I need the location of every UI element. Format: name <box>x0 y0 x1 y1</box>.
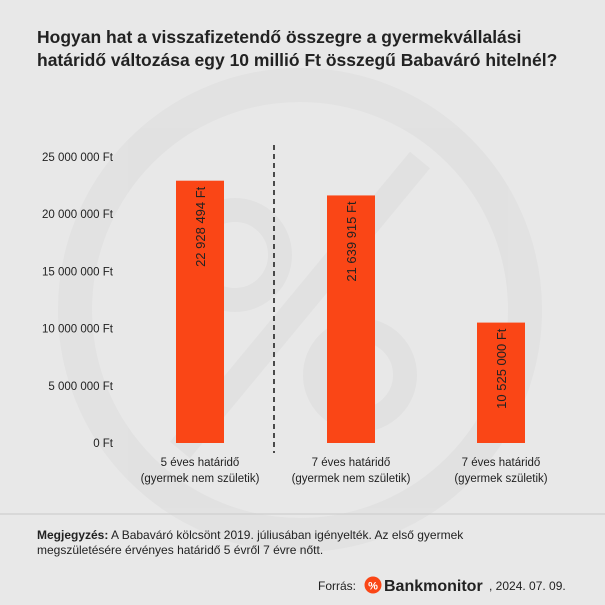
watermark-percent-logo <box>75 85 525 535</box>
y-tick-label: 25 000 000 Ft <box>42 152 113 164</box>
category-label: 7 éves határidő <box>311 457 391 469</box>
source-brand: Bankmonitor <box>384 578 483 595</box>
source-prefix: Forrás: <box>318 579 357 593</box>
note-line-1 <box>37 528 464 542</box>
category-label: (gyermek születik) <box>454 473 548 485</box>
bar-data-label: 21 639 915 Ft <box>344 201 359 282</box>
category-label: (gyermek nem születik) <box>140 473 260 485</box>
y-tick-label: 5 000 000 Ft <box>48 380 113 393</box>
x-axis-categories <box>141 457 548 485</box>
y-tick-label: 20 000 000 Ft <box>42 209 113 222</box>
source-line <box>318 577 566 596</box>
note-line-2: megszületésére érvényes határidő 5 évről 7 évre nőtt. <box>37 543 324 557</box>
category-label: 7 éves határidő <box>461 457 541 469</box>
y-tick-label: 10 000 000 Ft <box>42 323 113 336</box>
bar-data-label: 10 525 000 Ft <box>494 328 509 409</box>
bar-data-label: 22 928 494 Ft <box>193 186 208 267</box>
source-date: , 2024. 07. 09. <box>489 579 566 593</box>
svg-text:%: % <box>368 580 378 593</box>
category-label: 5 éves határidő <box>160 457 240 469</box>
chart-title-line-2: határidő változása egy 10 millió Ft összegű Babaváró hitelnél? <box>37 50 558 70</box>
y-tick-label: 0 Ft <box>93 438 113 450</box>
category-label: (gyermek nem születik) <box>291 473 411 485</box>
chart-title-line-1: Hogyan hat a visszafizetendő összegre a gyermekvállalási <box>37 27 522 47</box>
bankmonitor-logo-icon <box>365 577 382 594</box>
y-tick-label: 15 000 000 Ft <box>42 266 113 279</box>
note-label: Megjegyzés: <box>37 528 109 542</box>
note-text-1: A Babaváró kölcsönt 2019. júliusában igényelték. Az első gyermek <box>108 528 464 542</box>
